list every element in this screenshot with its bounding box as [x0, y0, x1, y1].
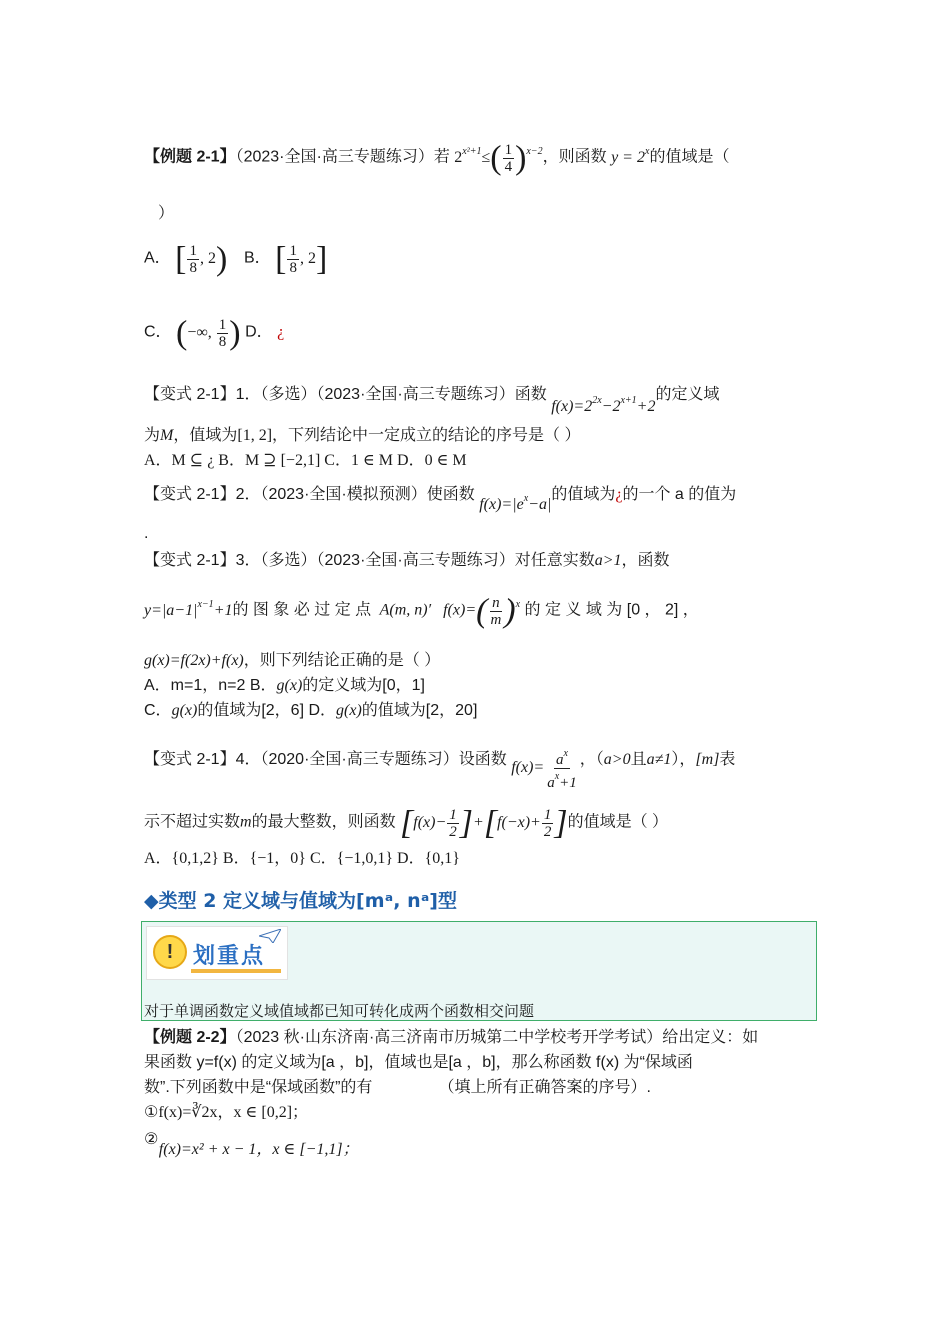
text: 为 [144, 427, 161, 444]
text: ）， [671, 751, 696, 769]
question-source: （2020·全国·高三专题练习）设函数 [260, 751, 507, 769]
text: （填上所有正确答案的序号）. [438, 1079, 651, 1096]
highlight-badge [146, 926, 288, 980]
text: 且 [630, 751, 647, 769]
variant-3-option-ab [144, 676, 425, 696]
g-symbol: g(x) [171, 702, 198, 719]
variant-tag: 【变式 2-1】1． [144, 386, 261, 403]
text: C． [144, 702, 172, 719]
question-source: （2023·全国·模拟预测）使函数 [260, 486, 475, 503]
variant-4-options: A．{0,1,2} B．{−1，0} C．{−1,0,1} D．{0,1} [144, 850, 460, 867]
broken-glyph: ¿ [277, 323, 285, 341]
range-formula: [1, 2] [237, 427, 273, 444]
variant-3-question [144, 551, 670, 571]
variant-4-question [144, 738, 736, 791]
option-label: C． [144, 323, 172, 341]
option-b [244, 242, 327, 276]
option-b-formula: [ $\frac{1}{8}$ , 2] [275, 240, 328, 277]
question-source: （多选）（2023·全国·高三专题练习）对任意实数 [260, 552, 595, 569]
highlight-text: 对于单调函数定义域值域都已知可转化成两个函数相交问题 [144, 1003, 535, 1020]
variant-2-question [144, 479, 737, 513]
variant-1-question [144, 379, 720, 415]
item2-formula: f(x)=x² + x − 1，x ∈ [−1,1]； [158, 1141, 359, 1158]
variant-3-line2 [144, 594, 699, 628]
question-close: ） [158, 205, 175, 222]
g-symbol: g(x) [336, 702, 362, 719]
text: 的 定 义 域 为 [0 ， 2] ， [524, 601, 699, 619]
option-label: D． [245, 323, 273, 341]
option-a [144, 242, 227, 276]
text: 示不超过实数 [144, 813, 241, 831]
g-formula: g(x)=f(2x)+f(x) [144, 652, 244, 669]
text: 的值域为[2，6] D． [197, 702, 337, 719]
point-formula: A(m, n)′ f(x)= [375, 601, 477, 619]
text: ，下列结论中一定成立的结论的序号是（ ） [272, 427, 581, 444]
lightbulb-icon: ! [153, 935, 187, 969]
example-tag: 【例题 2-2】 [144, 1029, 236, 1046]
question-text: 的定义域 [655, 386, 720, 403]
option-c-formula: (−∞, $\frac{1}{8}$ ) [176, 314, 241, 351]
badge-title: 划重点 [193, 944, 266, 969]
variant-tag: 【变式 2-1】4． [144, 751, 261, 769]
function-formula: f(x)= $\frac{a^x}{a^x+1}$ [511, 748, 577, 791]
example-2-2-line2: 果函数 y=f(x) 的定义域为[a ，b]，值域也是[a ，b]，那么称函数 f(x) 为“保域函 [144, 1054, 693, 1071]
item-marker: ② [144, 1131, 159, 1148]
question-text: 的值域为 [551, 486, 616, 503]
question-source: （多选）（2023·全国·高三专题练习）函数 [260, 386, 547, 403]
example-2-2-line3 [144, 1078, 651, 1098]
variant-4-line2 [144, 806, 668, 840]
variant-tag: 【变式 2-1】2． [144, 486, 261, 503]
example-2-2-line1 [144, 1028, 758, 1048]
variant-1-options: A．M ⊆ ¿ B．M ⊇ [−2,1] C．1 ∈ M D．0 ∈ M [144, 452, 467, 469]
question-source: （2023 秋·山东济南·高三济南市历城第二中学校考开学考试）给出定义：如 [235, 1029, 759, 1046]
text: A．m=1，n=2 B． [144, 677, 277, 694]
variant-2-dot: . [144, 525, 149, 542]
question-text: ，函数 [621, 552, 670, 569]
variant-1-line2 [144, 426, 580, 446]
section-heading: ◆类型 2 定义域与值域为[mᵃ, nᵃ]型 [144, 890, 457, 912]
text: ，值域为 [173, 427, 238, 444]
condition: a>0 [603, 751, 631, 769]
g-symbol: g(x) [276, 677, 303, 694]
text: ，则下列结论正确的是（ ） [243, 652, 441, 669]
function-formula: $y = 2^x$ [611, 145, 650, 166]
example-2-2-item1: ①f(x)=∛2x，x ∈ [0,2]； [144, 1104, 309, 1121]
set-m: M [160, 427, 174, 444]
example-2-1-question [144, 141, 729, 175]
text: 的最大整数，则函数 [251, 813, 396, 831]
function-formula: $y=|a-1|^{x-1}+1$ [144, 598, 233, 619]
text: 的定义域为[0，1] [302, 677, 425, 694]
text: 的值域为[2，20] [361, 702, 478, 719]
condition: a≠1 [646, 751, 672, 769]
question-text: 的一个 a 的值为 [622, 486, 737, 503]
example-tag: 【例题 2-1】 [144, 148, 236, 166]
option-label: B． [244, 249, 271, 267]
variant-3-line3 [144, 651, 440, 671]
example-2-2-item2 [144, 1130, 363, 1158]
text: 数”.下列函数中是“保域函数”的有 [144, 1079, 373, 1096]
variant-3-option-cd [144, 701, 477, 721]
floor-formula: [f(x)− $\frac{1}{2}$ ]+[f(−x)+ $\frac{1}{2}$ ] [400, 804, 568, 841]
condition-formula: a>1 [594, 552, 622, 569]
question-text: 的值域是（ [649, 148, 730, 166]
question-text: ，则函数 [542, 148, 607, 166]
text: 的值域是（ ） [567, 813, 669, 831]
option-a-formula: [ $\frac{1}{8}$ , 2) [175, 240, 228, 277]
broken-glyph: ¿ [615, 486, 623, 503]
highlight-box [141, 921, 817, 1021]
function-formula: $f(x)=2^{2x}-2^{x+1}+2$ [551, 395, 656, 415]
badge-underline [191, 969, 281, 973]
question-source: （2023·全国·高三专题练习）若 [235, 148, 450, 166]
text: ，（ [579, 751, 604, 769]
option-c [144, 316, 284, 350]
fraction-formula: ( $\frac{n}{m}$ )$^x$ [476, 592, 521, 629]
floor-symbol: [m] [695, 751, 720, 769]
inequality-formula: $2^{x^2+1}\le$( $\frac{1}{4}$ )$^{x-2}$ [454, 139, 543, 176]
option-label: A． [144, 249, 171, 267]
text: 表 [719, 751, 736, 769]
variant-tag: 【变式 2-1】3． [144, 552, 261, 569]
m-symbol: m [240, 813, 252, 831]
function-formula: $f(x)=|e^x-a|$ [479, 493, 552, 513]
text: 的 图 象 必 过 定 点 [232, 601, 372, 619]
